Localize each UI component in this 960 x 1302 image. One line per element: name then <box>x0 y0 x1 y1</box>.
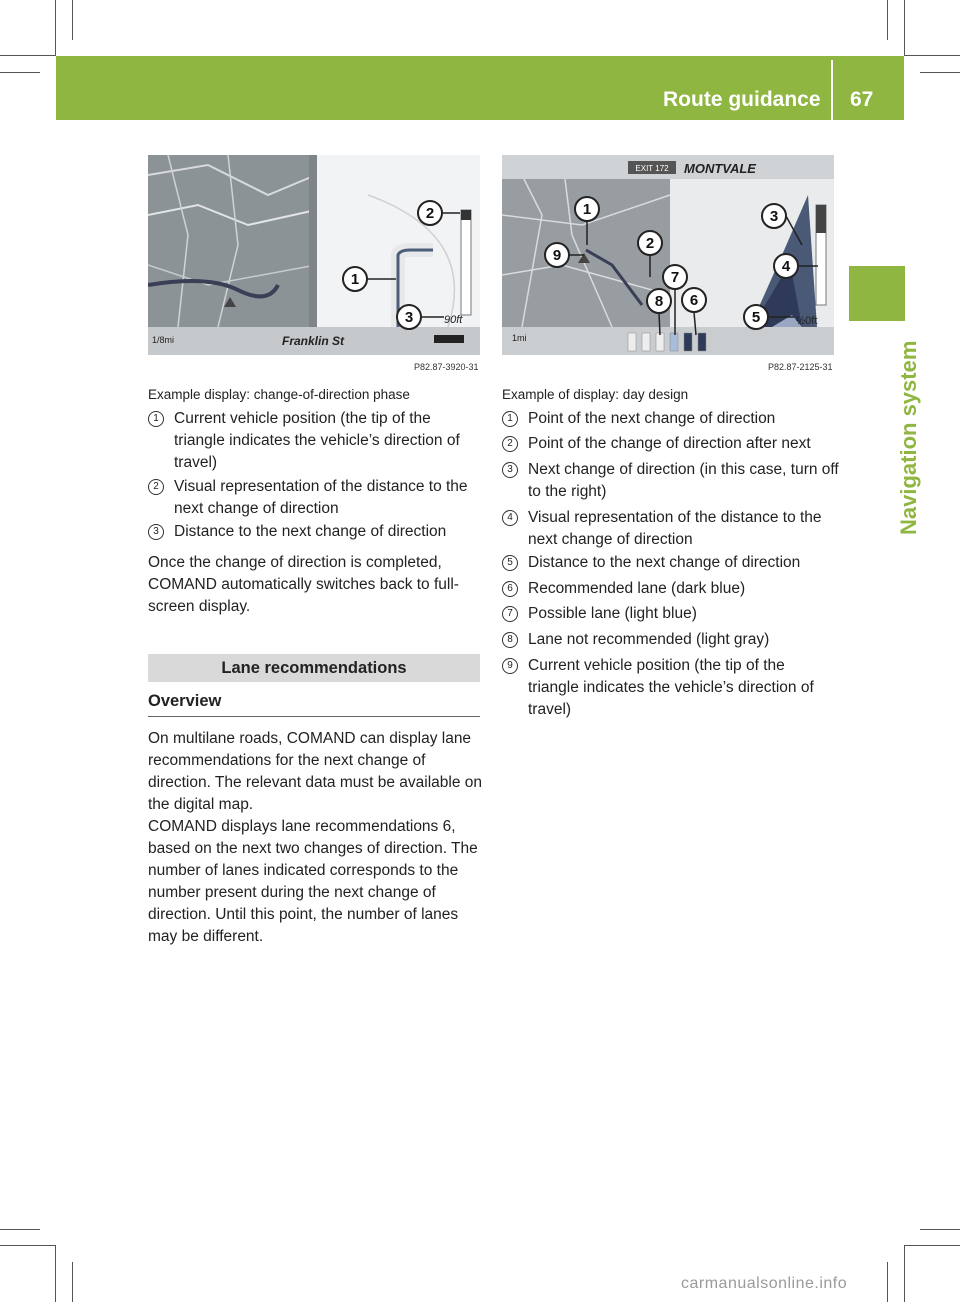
list-item <box>502 459 842 503</box>
list-item <box>502 408 838 430</box>
crop-mark <box>72 0 73 40</box>
crop-mark <box>887 0 888 40</box>
callout-2-4-label: 4 <box>781 258 791 275</box>
paragraph: Once the change of direction is completed, COMAND automatically switches back to full-screen display. <box>148 554 459 615</box>
crop-mark <box>72 1262 73 1302</box>
item-number: 1 <box>502 411 518 427</box>
crop-mark <box>904 0 905 56</box>
crop-mark <box>0 72 40 73</box>
crop-mark <box>0 1245 56 1246</box>
item-text: Point of the next change of direction <box>528 410 776 427</box>
list-item <box>502 655 832 721</box>
item-number: 9 <box>502 658 518 674</box>
item-text: Current vehicle position (the tip of the triangle indicates the vehicle’s direction of travel) <box>174 410 460 471</box>
crop-mark <box>55 0 56 56</box>
figure-2-code: P82.87-2125-31 <box>768 362 833 372</box>
exit-sign: EXIT 172 <box>635 164 669 173</box>
callout-2-label: 2 <box>425 205 435 222</box>
item-text: Distance to the next change of direction <box>528 554 801 571</box>
crop-mark <box>920 72 960 73</box>
street-name: Franklin St <box>281 334 345 348</box>
item-text: Visual representation of the distance to the next change of direction <box>528 509 822 548</box>
crop-mark <box>904 1245 960 1246</box>
list-item <box>502 433 842 455</box>
callout-2-3-label: 3 <box>769 208 779 225</box>
item-number: 8 <box>502 632 518 648</box>
callout-2-2-label: 2 <box>645 235 655 252</box>
header-divider <box>831 60 833 120</box>
distance-readout-2: ½0ft <box>796 315 818 327</box>
list-item <box>148 521 488 543</box>
item-number: 2 <box>502 436 518 452</box>
crop-mark <box>920 1229 960 1230</box>
callout-2-8-label: 8 <box>654 293 664 310</box>
scale-readout-2: 1mi <box>512 333 527 343</box>
paragraph: On multilane roads, COMAND can display lane recommendations for the next change of direction. The relevant data must be available on the digital map. <box>148 730 483 813</box>
callout-2-7-label: 7 <box>670 269 680 286</box>
subheading: Overview <box>148 692 222 710</box>
item-text: Recommended lane (dark blue) <box>528 580 746 597</box>
item-number: 2 <box>148 479 164 495</box>
destination-name: MONTVALE <box>684 161 756 176</box>
list-item <box>148 476 478 520</box>
item-number: 4 <box>502 510 518 526</box>
item-text: Distance to the next change of direction <box>174 523 447 540</box>
item-text: Possible lane (light blue) <box>528 605 697 622</box>
distance-readout: 90ft <box>444 314 463 326</box>
page-title: Route guidance <box>663 88 821 111</box>
paragraph: COMAND displays lane recommendations 6, based on the next two changes of direction. The number of lanes indicated corresponds to the number present during the next change of direction. Until this point, the number of lanes may be different. <box>148 818 478 945</box>
list-item <box>148 408 478 474</box>
callout-2-5-label: 5 <box>751 309 761 326</box>
item-text: Point of the change of direction after next <box>528 435 811 452</box>
figure-1-code: P82.87-3920-31 <box>414 362 479 372</box>
item-text: Next change of direction (in this case, turn off to the right) <box>528 461 839 500</box>
crop-mark <box>904 55 960 56</box>
crop-mark <box>0 55 56 56</box>
figure-2-caption: Example of display: day design <box>502 387 689 402</box>
figure-day-design <box>502 155 834 355</box>
section-heading: Lane recommendations <box>148 654 480 682</box>
callout-2-1-label: 1 <box>582 201 592 218</box>
footer-watermark: carmanualsonline.info <box>681 1275 848 1292</box>
list-item <box>502 629 838 651</box>
section-tab-label: Navigation system <box>896 340 921 535</box>
item-number: 6 <box>502 581 518 597</box>
side-tab <box>849 266 905 321</box>
callout-2-6-label: 6 <box>689 292 699 309</box>
list-item <box>502 578 838 600</box>
page-number: 67 <box>850 88 874 111</box>
item-text: Current vehicle position (the tip of the triangle indicates the vehicle’s direction of travel) <box>528 657 814 718</box>
crop-mark <box>0 1229 40 1230</box>
item-number: 7 <box>502 606 518 622</box>
crop-mark <box>904 1245 905 1302</box>
crop-mark <box>887 1262 888 1302</box>
item-number: 3 <box>502 462 518 478</box>
list-item <box>502 552 842 574</box>
scale-readout: 1/8mi <box>152 335 175 345</box>
list-item <box>502 507 838 551</box>
callout-2-9-label: 9 <box>552 247 562 264</box>
figure-1-illustration <box>148 155 480 355</box>
callout-3-label: 3 <box>404 309 414 326</box>
callout-1-label: 1 <box>350 271 360 288</box>
item-text: Lane not recommended (light gray) <box>528 631 770 648</box>
item-number: 5 <box>502 555 518 571</box>
figure-2-illustration <box>502 155 834 355</box>
item-number: 1 <box>148 411 164 427</box>
divider <box>148 716 480 717</box>
crop-mark <box>55 1245 56 1302</box>
item-text: Visual representation of the distance to the next change of direction <box>174 478 468 517</box>
figure-change-of-direction <box>148 155 480 355</box>
figure-1-caption: Example display: change-of-direction phase <box>148 387 410 402</box>
item-number: 3 <box>148 524 164 540</box>
list-item <box>502 603 838 625</box>
